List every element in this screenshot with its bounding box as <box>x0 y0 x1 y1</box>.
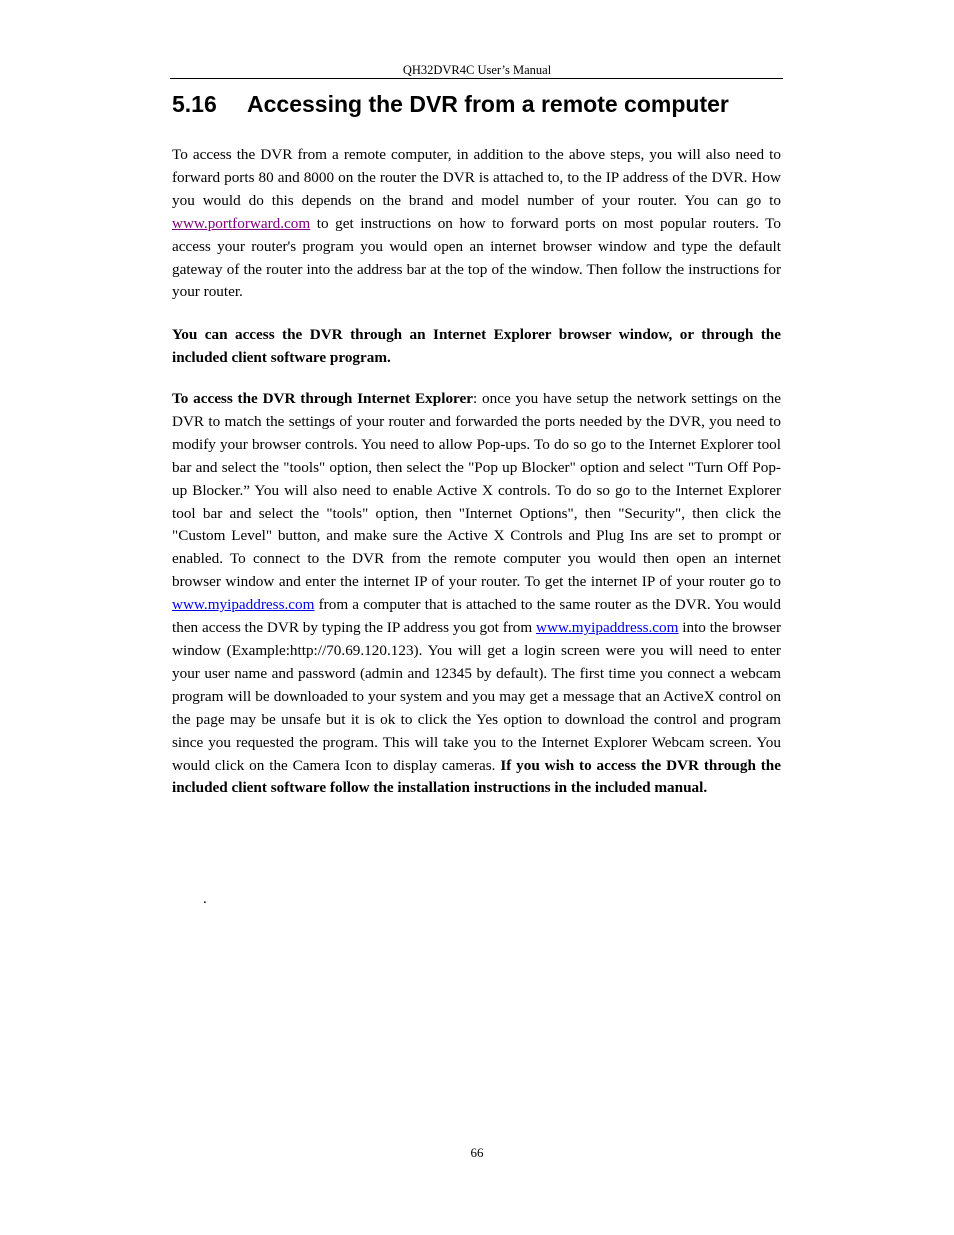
internet-explorer-lead: To access the DVR through Internet Explorer <box>172 390 473 407</box>
intro-text-before-link: To access the DVR from a remote computer, in addition to the above steps, you will also need to forward ports 80 and 8000 on the router the DVR is attached to, to the IP address of the DVR. How you would do this depends on the brand and model number of your router. You can go to <box>172 146 781 209</box>
myipaddress-link-1[interactable]: www.myipaddress.com <box>172 596 315 614</box>
myipaddress-link-2[interactable]: www.myipaddress.com <box>536 619 679 637</box>
stray-mark: . <box>203 891 207 907</box>
intro-text-after-link: to get instructions on how to forward ports on most popular routers. To access your router's program you would open an internet browser window and type the default gateway of the router into the address bar at the top of the window. Then follow the instructions for your router. <box>172 214 781 301</box>
ie-text-part-b: from a computer that is attached to the same router as the DVR. You would then access the DVR by typing the IP address you got from <box>172 596 781 637</box>
access-options-paragraph: You can access the DVR through an Internet Explorer browser window, or through the included client software program. <box>172 326 781 366</box>
ie-text-part-a: : once you have setup the network settings on the DVR to match the settings of your router and forwarded the ports needed by the DVR, you need to modify your browser controls. You need to allow Pop-ups. To do so go to the Internet Explorer tool bar and select the "tools" option, then select the "Pop up Blocker" option and select "Turn Off Pop-up Blocker.” You will also need to enable Active X controls. To do so go to the Internet Explorer tool bar and select the "tools" option, then "Internet Options", then "Security", then click the "Custom Level" button, and make sure the Active X Controls and Plug Ins are set to prompt or enabled. To connect to the DVR from the remote computer you would then open an internet browser window and enter the internet IP of your router. To get the internet IP of your router go to <box>172 390 781 591</box>
section-number: 5.16 <box>172 91 217 117</box>
portforward-link[interactable]: www.portforward.com <box>172 214 311 232</box>
intro-paragraph <box>172 144 781 304</box>
section-heading <box>172 89 729 119</box>
internet-explorer-paragraph <box>172 388 781 800</box>
section-title: Accessing the DVR from a remote computer <box>247 91 729 117</box>
page-number: 66 <box>470 1145 484 1160</box>
client-software-note: If you wish to access the DVR through the included client software follow the installation instructions in the included manual. <box>172 756 781 797</box>
running-header: QH32DVR4C User’s Manual <box>402 63 552 77</box>
header-rule <box>170 78 783 79</box>
ie-text-part-c: into the browser window (Example:http://70.69.120.123). You will get a login screen were you will need to enter your user name and password (admin and 12345 by default). The first time you connect a webcam program will be downloaded to your system and you may get a message that an ActiveX control on the page may be unsafe but it is ok to click the Yes option to download the control and program since you requested the program. This will take you to the Internet Explorer Webcam screen. You would click on the Camera Icon to display cameras. <box>172 619 781 774</box>
